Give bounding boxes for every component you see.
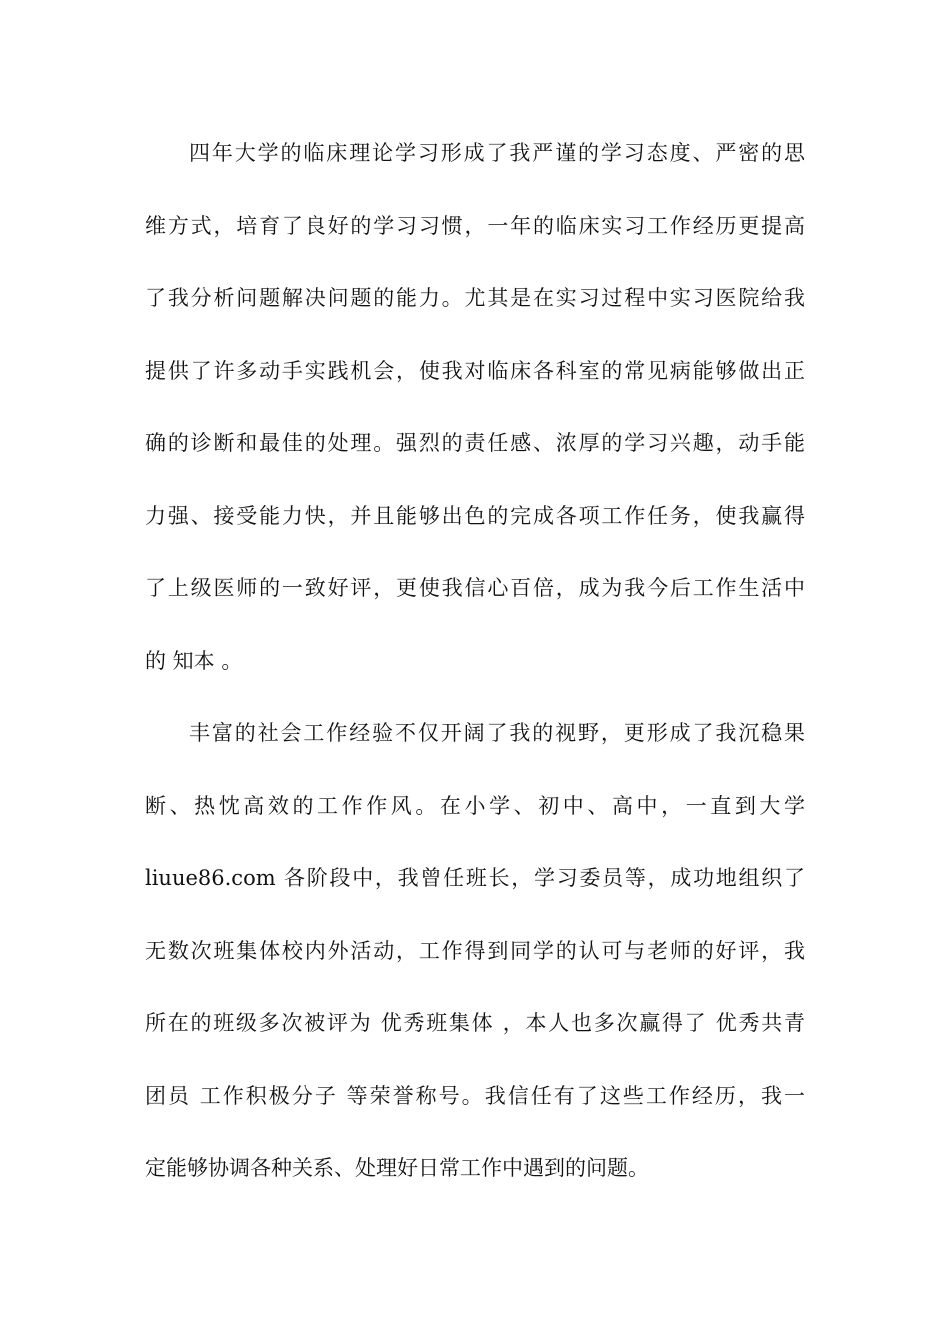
text-line: 的 知本 。 xyxy=(145,648,243,673)
document-body xyxy=(145,129,805,1217)
text-line: 断、热忱高效的工作作风。在小学、初中、高中，一直到大学 xyxy=(145,793,805,818)
paragraph-1 xyxy=(145,129,805,709)
text-line: 力强、接受能力快，并且能够出色的完成各项工作任务，使我赢得 xyxy=(145,503,805,528)
text-line: 团员 工作积极分子 等荣誉称号。我信任有了这些工作经历，我一 xyxy=(145,1083,805,1108)
text-line: 丰富的社会工作经验不仅开阔了我的视野，更形成了我沉稳果 xyxy=(189,721,805,745)
text-line: 了上级医师的一致好评，更使我信心百倍，成为我今后工作生活中 xyxy=(145,576,805,600)
text-line: liuue86.com 各阶段中，我曾任班长，学习委员等，成功地组织了 xyxy=(145,866,805,890)
text-line: 无数次班集体校内外活动，工作得到同学的认可与老师的好评，我 xyxy=(145,938,805,963)
text-line: 定能够协调各种关系、处理好日常工作中遇到的问题。 xyxy=(145,1156,649,1180)
paragraph-2 xyxy=(145,709,805,1217)
text-line: 四年大学的临床理论学习形成了我严谨的学习态度、严密的思 xyxy=(189,141,805,165)
text-line: 了我分析问题解决问题的能力。尤其是在实习过程中实习医院给我 xyxy=(145,286,805,310)
text-line: 维方式，培育了良好的学习习惯，一年的临床实习工作经历更提高 xyxy=(145,213,805,238)
text-line: 确的诊断和最佳的处理。强烈的责任感、浓厚的学习兴趣，动手能 xyxy=(145,431,805,455)
text-line: 提供了许多动手实践机会，使我对临床各科室的常见病能够做出正 xyxy=(145,358,805,383)
text-line: 所在的班级多次被评为 优秀班集体 ，本人也多次赢得了 优秀共青 xyxy=(145,1011,805,1035)
